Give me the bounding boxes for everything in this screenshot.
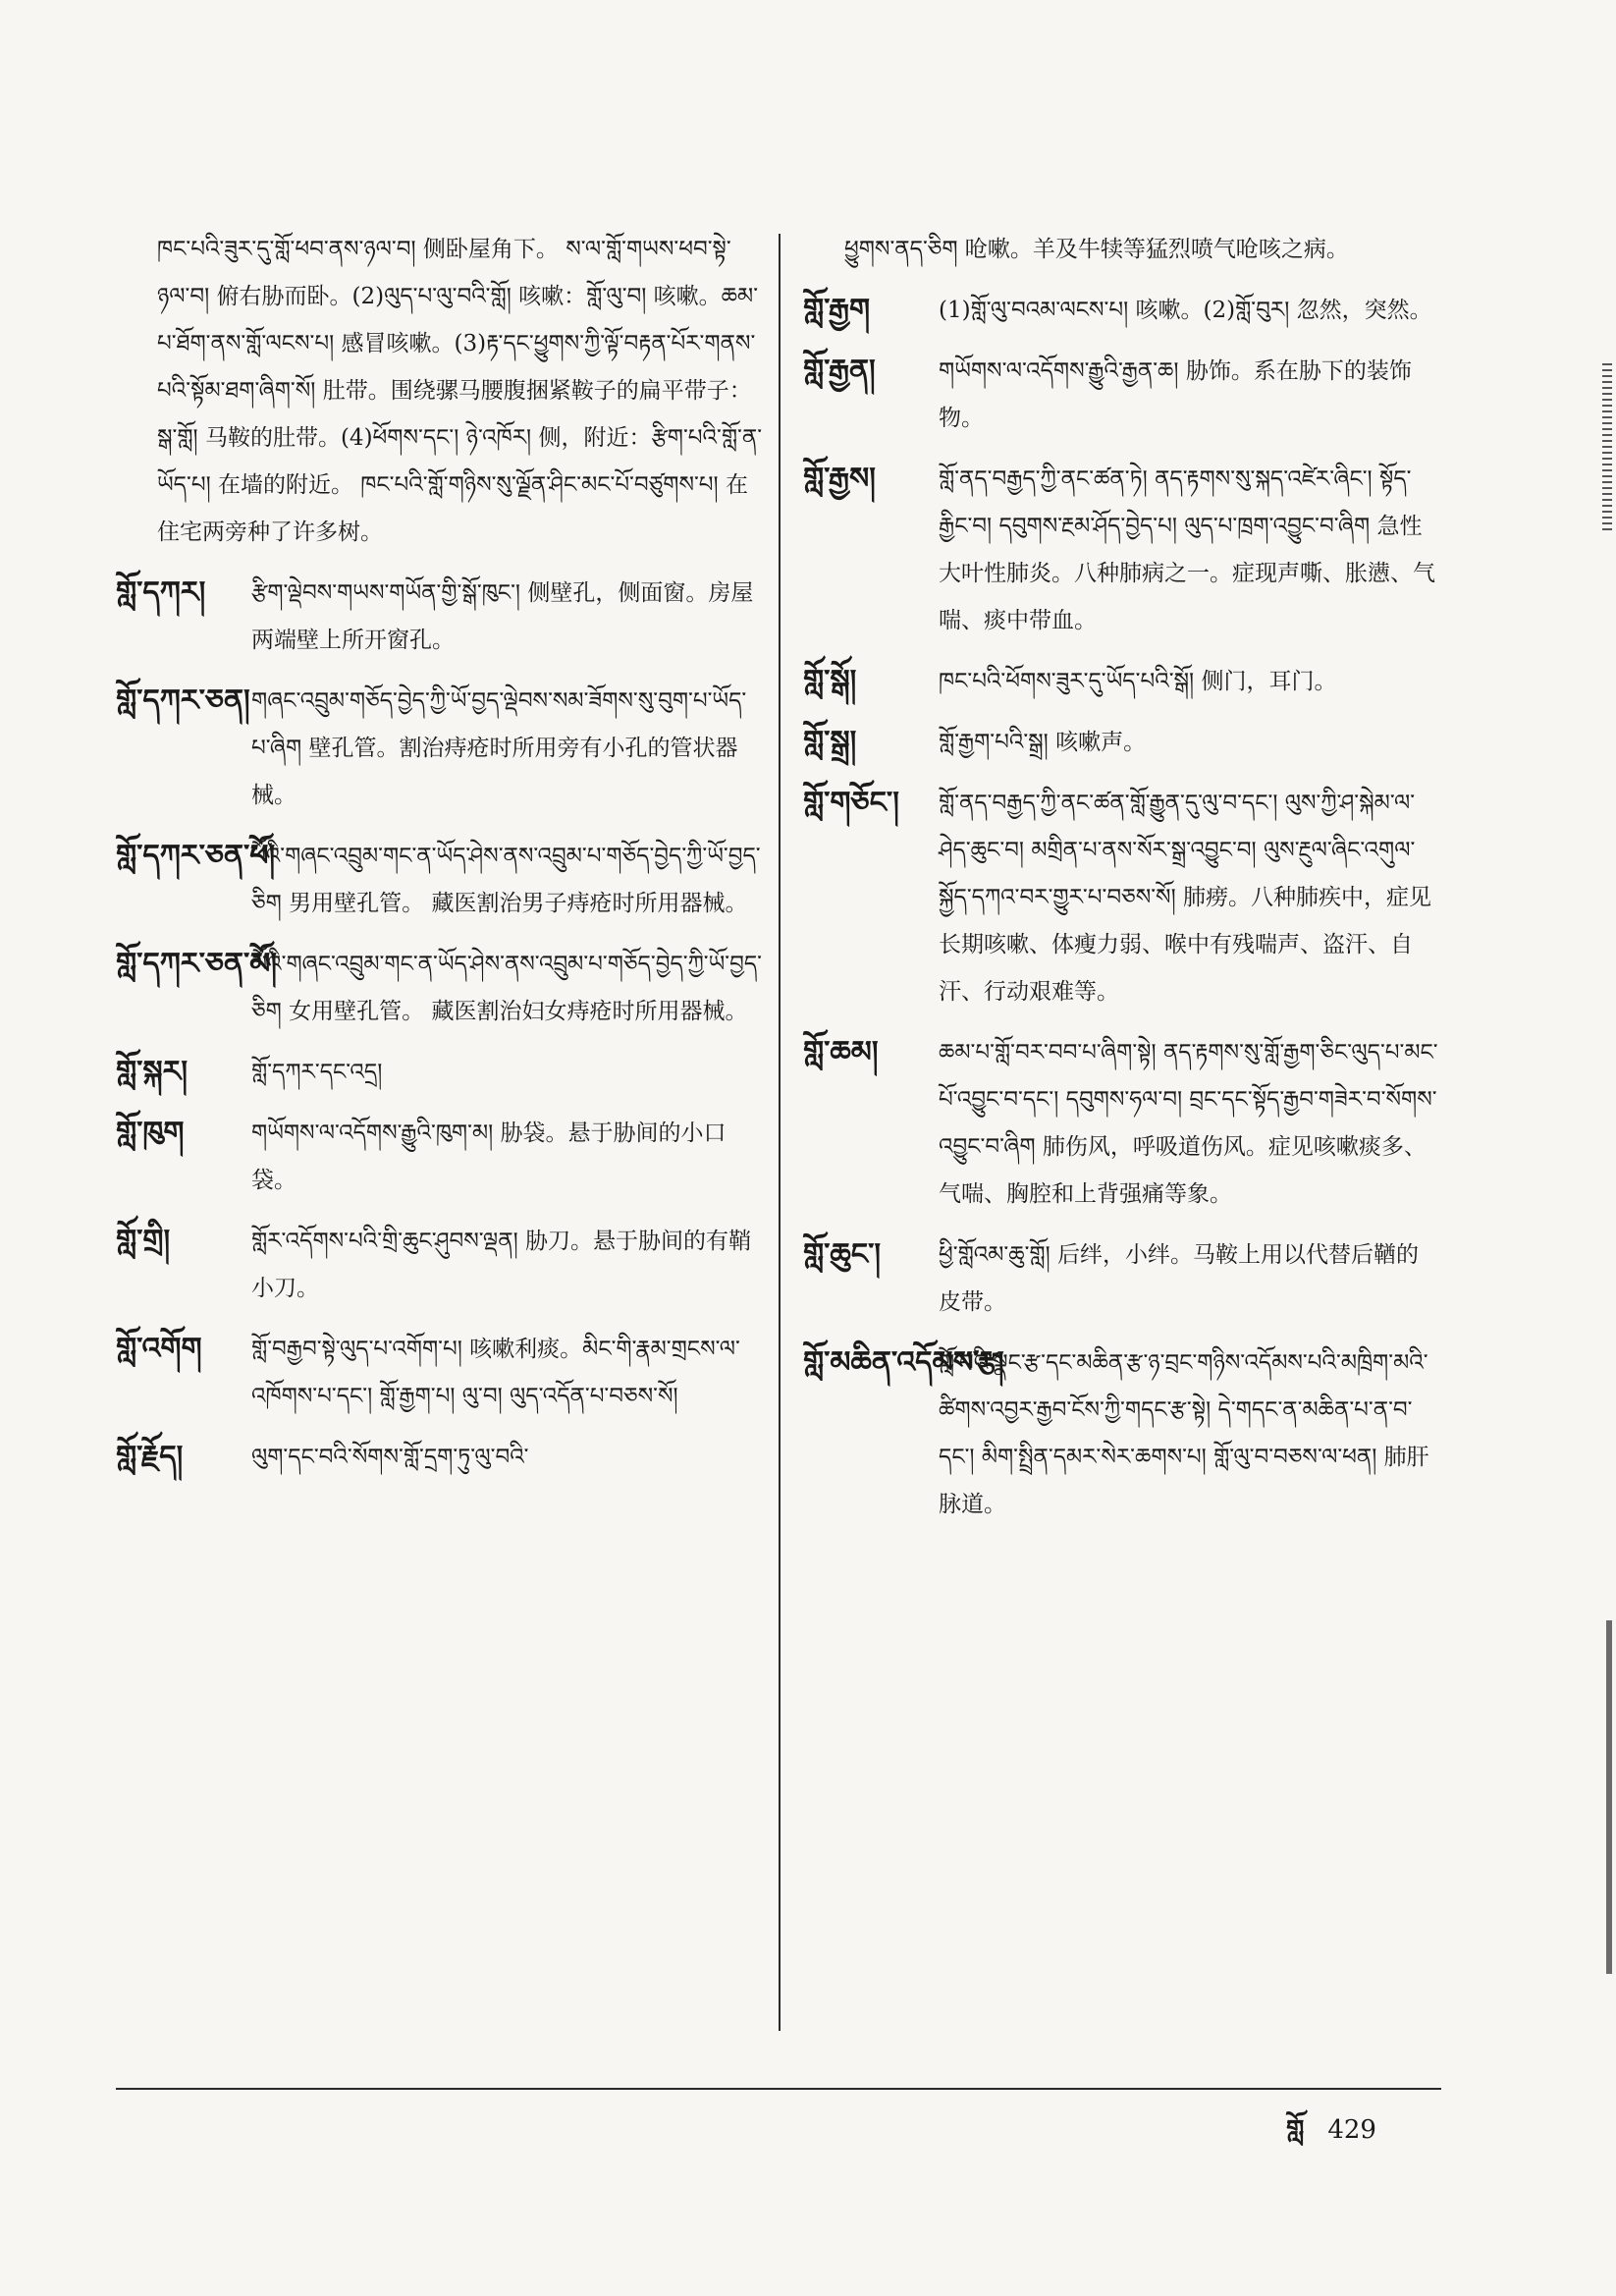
entry-headword: གློ་གྲི། [116,1224,171,1258]
page-number: 429 [1327,2115,1376,2145]
entry-headword: གློ་མཆིན་འདོམས་རྩ། [803,1345,1004,1380]
entry-text: གཡོགས་ལ་འདོགས་རྒྱུའི་ཁུག་མ། 胁袋。悬于胁间的小口袋。 [251,1121,727,1193]
entry-headword: གློ་དཀར་ཅན་ཕོ། [116,839,276,873]
dictionary-entry [803,226,1441,273]
entry-text: གློ་དཀར་དང་འདྲ། [251,1060,383,1085]
dictionary-entry [803,780,1441,1015]
entry-text: གློར་འདོགས་པའི་གྲི་ཆུང་ཤུབས་ལྡན། 胁刀。悬于胁间的有鞘小刀。 [251,1229,751,1301]
entry-headword: གློ་གཅོང་། [803,786,899,820]
column-divider [779,234,781,2031]
entry-headword: གློ་སྐར། [116,1055,189,1089]
entry-headword: གློ་རྒྱས། [803,462,876,496]
entry-headword: གློ་དཀར་ཅན་མོ། [116,947,278,981]
entry-headword: གློ་ཁུག [116,1116,185,1150]
dictionary-entry [803,287,1441,334]
entry-headword: གློ་འགོག [116,1332,202,1366]
entry-headword: གློ་རྒྱན། [803,354,876,388]
page-footer [1286,2102,1376,2173]
entry-text: གློ་རྒྱག་པའི་སྒྲ། 咳嗽声。 [939,730,1147,755]
entry-text: ཕོའི་གཞང་འབྲུམ་གང་ན་ཡོད་ཤེས་ནས་འབྲུམ་པ་གཅོད་བྱེད་ཀྱི་ཡོ་བྱད་ཅིག 男用壁孔管。 藏医割治男子痔疮时所用器械。 [251,844,761,916]
entry-text: གློ་ནད་བརྒྱད་ཀྱི་ནང་ཚན་གློ་རྒྱུན་དུ་ལུ་བ་དང་། ལུས་ཀྱི་ཤ་སྐེམ་ལ་ཤེད་ཆུང་བ། མགྲིན་པ་ནས་སོར་སྒྲ་འབྱུང་བ། ལུས་རྔུལ་ཞིང་འགུལ་སྐྱོད་དཀའ་བར་གྱུར་པ་བཅས་སོ། 肺痨。八种肺疾中，症见长期咳嗽、体瘦力弱、喉中有残喘声、盗汗、自汗、行动艰难等。 [939,791,1431,1005]
entry-headword: གློ་ཆུང་། [803,1237,882,1272]
entry-text: གློ་བའི་སྣང་རྩ་དང་མཆིན་རྩ་ཉ་བྲང་གཉིས་འདོམས་པའི་མཁྲིག་མའི་ཚིགས་འབྱར་རྒྱབ་ངོས་ཀྱི་གདང་རྩ་སྟེ། དེ་གདང་ན་མཆིན་པ་ན་བ་དང་། མིག་སྤྲིན་དམར་སེར་ཆགས་པ། གློ་ལུ་བ་བཅས་ལ་ཕན། 肺肝脉道。 [939,1350,1429,1517]
left-column [116,226,764,1495]
entry-text: གཞང་འབྲུམ་གཅོད་བྱེད་ཀྱི་ཡོ་བྱད་ལྡེབས་སམ་ཟོགས་སུ་བུག་པ་ཡོད་པ་ཞིག 壁孔管。割治痔疮时所用旁有小孔的管状器械。 [251,688,747,808]
dictionary-entry [803,456,1441,644]
entry-text: རྩིག་ལྡེབས་གཡས་གཡོན་གྱི་སྒོ་ཁུང་། 侧壁孔，侧面窗。房屋两端壁上所开窗孔。 [251,580,754,653]
dictionary-entry [116,833,764,927]
entry-text: ཆམ་པ་གློ་བར་བབ་པ་ཞིག་སྟེ། ནད་རྟགས་སུ་གློ་རྒྱག་ཅིང་ལུད་པ་མང་པོ་འབྱུང་བ་དང་། དབུགས་ཧལ་བ། བྲང་དང་སྟོད་རྒྱབ་གཟེར་བ་སོགས་འབྱུང་བ་ཞིག 肺伤风，呼吸道伤风。症见咳嗽痰多、气喘、胸腔和上背强痛等象。 [939,1040,1438,1207]
scan-edge-mark [1602,363,1612,530]
entry-headword: གློ་རྒྱག [803,293,871,327]
dictionary-entry [116,1049,764,1096]
entry-headword: གློ་དཀར་ཅན། [116,683,250,718]
dictionary-entry [803,1339,1441,1528]
dictionary-entry [116,1434,764,1481]
dictionary-entry [116,941,764,1035]
dictionary-entry [803,1029,1441,1218]
entry-headword: གློ་དཀར། [116,575,206,610]
right-column [803,226,1441,1542]
dictionary-entry [116,1218,764,1312]
entry-headword: གློ་རྗོད། [116,1440,184,1474]
entry-text: གློ་བརྒྱབ་སྟེ་ལུད་པ་འགོག་པ། 咳嗽利痰。མིང་གི་རྣམ་གྲངས་ལ་འཁོགས་པ་དང་། གློ་རྒྱག་པ། ལུ་བ། ལུད་འདོན་པ་བཅས་སོ། [251,1337,740,1409]
dictionary-entry [803,348,1441,442]
dictionary-entry [116,570,764,664]
dictionary-entry [803,658,1441,705]
dictionary-entry [803,719,1441,766]
dictionary-entry [116,1110,764,1204]
entry-headword: གློ་ཆམ། [803,1035,879,1069]
dictionary-entry [116,226,764,556]
dictionary-entry [803,1231,1441,1326]
entry-text: ཁང་པའི་ཟུར་དུ་གློ་ཕབ་ནས་ཉལ་བ། 侧卧屋角下。 ས་ལ་གློ་གཡས་ཕབ་སྟེ་ཉལ་བ། 俯右胁而卧。(2)ལུད་པ་ལུ་བའི་གློ། 咳嗽：གློ་ལུ་བ། 咳嗽。ཆམ་པ་ཐོག་ནས་གློ་ལངས་པ། 感冒咳嗽。(3)རྟ་དང་ཕྱུགས་ཀྱི་ལྟོ་བརྟན་པོར་གནས་པའི་སྟོམ་ཐག་ཞིག་སོ། 肚带。围绕骡马腰腹捆紧鞍子的扁平带子：སྒ་གློ། 马鞍的肚带。(4)ཕོགས་དང་། ཉེ་འཁོར། 侧，附近：རྩིག་པའི་གློ་ན་ཡོད་པ། 在墙的附近。 ཁང་པའི་གློ་གཉིས་སུ་ལྗོན་ཤིང་མང་པོ་བཙུགས་པ། 在住宅两旁种了许多树。 [157,237,763,545]
dictionary-entry [116,1326,764,1420]
entry-headword: གློ་སྒྲ། [803,725,857,759]
entry-text: ཕྱི་གློའམ་ཆུ་གློ། 后绊，小绊。马鞍上用以代替后鞧的皮带。 [939,1242,1420,1315]
entry-headword: གློ་སྒོ། [803,664,857,698]
entry-text: ཁང་པའི་ཕོགས་ཟུར་དུ་ཡོད་པའི་སྒོ། 侧门，耳门。 [939,669,1337,694]
section-letter: གློ [1286,2115,1305,2145]
entry-text: མོའི་གཞང་འབྲུམ་གང་ན་ཡོད་ཤེས་ནས་འབྲུམ་པ་གཅོད་བྱེད་ཀྱི་ཡོ་བྱད་ཅིག 女用壁孔管。 藏医割治妇女痔疮时所用器械。 [251,952,763,1024]
footer-rule [116,2088,1441,2090]
entry-text: ལུག་དང་བའི་སོགས་གློ་དྲག་ཏུ་ལུ་བའི་ [251,1445,529,1470]
entry-text: གཡོགས་ལ་འདོགས་རྒྱུའི་རྒྱན་ཆ། 胁饰。系在胁下的装饰物。 [939,358,1412,431]
entry-text: ཕྱུགས་ནད་ཅིག 呛嗽。羊及牛犊等猛烈喷气呛咳之病。 [844,237,1349,262]
dictionary-entry [116,678,764,819]
entry-text: (1)གློ་ལུ་བའམ་ལངས་པ། 咳嗽。(2)གློ་བུར། 忽然，突然。 [939,298,1432,323]
scan-edge-shadow [1606,1620,1612,1974]
entry-text: གློ་ནད་བརྒྱད་ཀྱི་ནང་ཚན་ཏེ། ནད་རྟགས་སུ་སྐད་འཛེར་ཞིང་། སྟོད་རྒྱིང་བ། དབུགས་རྔམ་ཤོད་བྱེད་པ། ལུད་པ་ཁྲག་འབྱུང་བ་ཞིག 急性大叶性肺炎。八种肺病之一。症现声嘶、胀懑、气喘、痰中带血。 [939,466,1435,633]
